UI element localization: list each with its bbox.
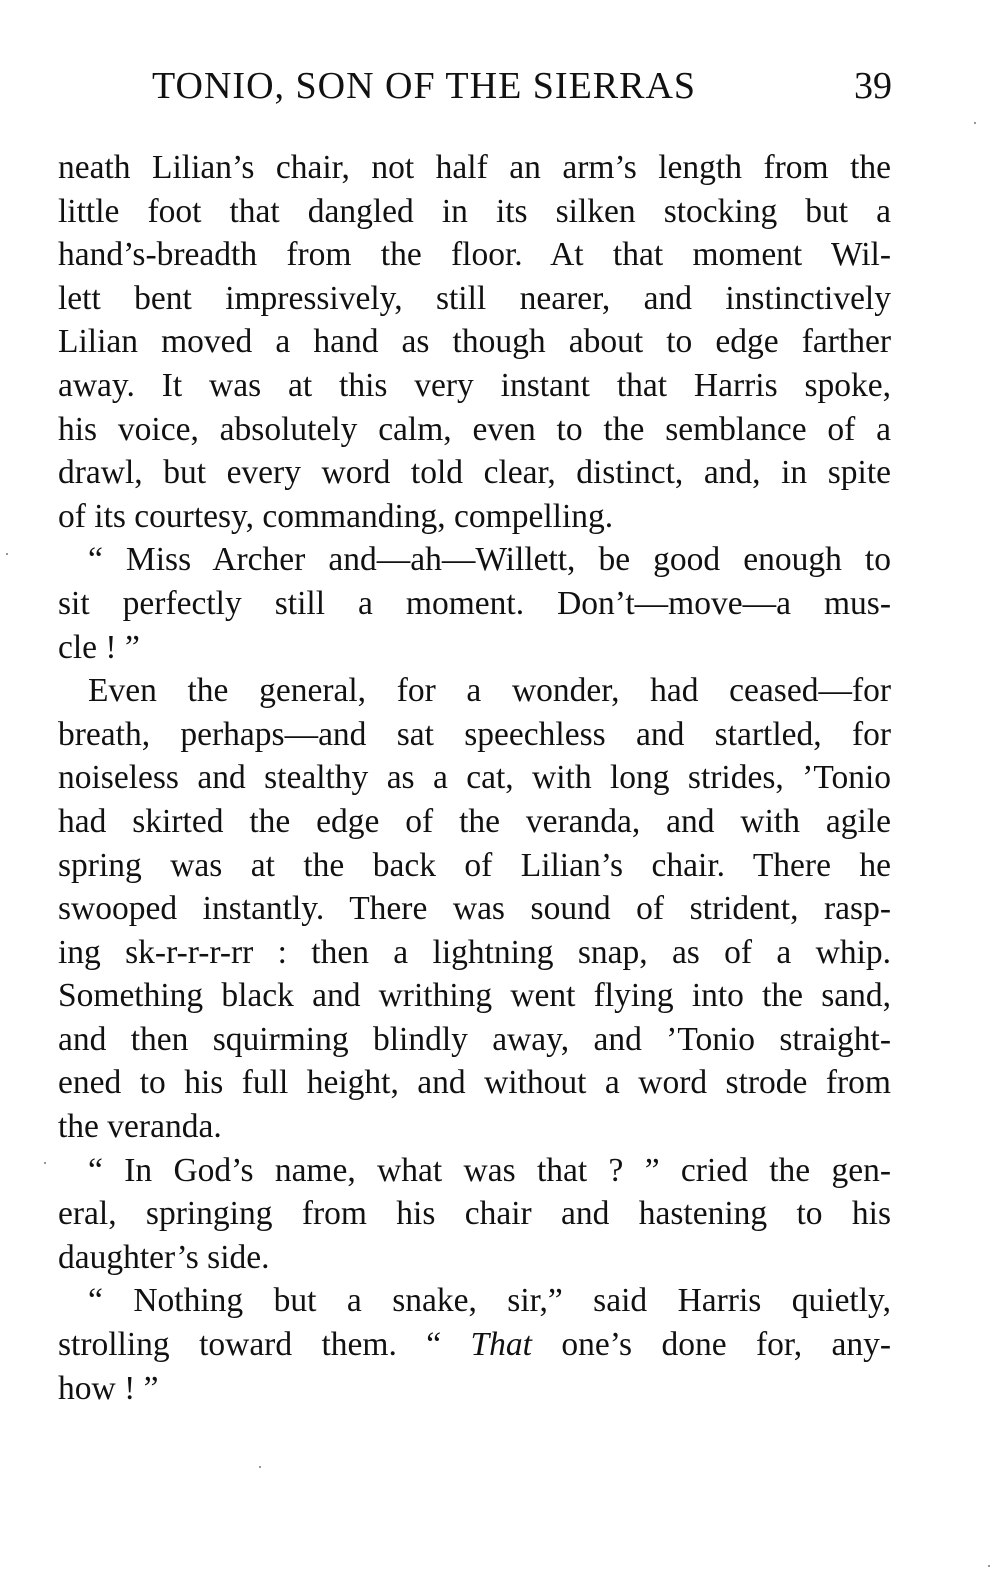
text-line: away. It was at this very instant that Harris spoke, (58, 366, 891, 404)
text-line: “ Miss Archer and—ah—Willett, be good enough to (88, 541, 891, 579)
scan-speck (44, 1162, 46, 1164)
scan-speck (6, 553, 8, 555)
text-line: had skirted the edge of the veranda, and with agile (58, 802, 891, 840)
text-line: his voice, absolutely calm, even to the semblance of a (58, 410, 891, 448)
text-line: “ In God’s name, what was that ? ” cried the gen- (88, 1151, 891, 1189)
running-title: TONIO, SON OF THE SIERRAS (152, 65, 697, 107)
scan-speck (259, 1466, 261, 1468)
text-line: breath, perhaps—and sat speechless and startled, for (58, 715, 891, 753)
text-line: ened to his full height, and without a word strode from (58, 1064, 891, 1102)
text-line: lett bent impressively, still nearer, and instinctively (58, 279, 891, 317)
text-line: Lilian moved a hand as though about to edge farther (58, 323, 891, 361)
text-line: daughter’s side. (58, 1238, 270, 1276)
text-line: Something black and writhing went flying into the sand, (58, 977, 891, 1015)
text-line: neath Lilian’s chair, not half an arm’s length from the (58, 149, 891, 186)
text-line: of its courtesy, commanding, compelling. (58, 497, 614, 535)
text-line: Even the general, for a wonder, had ceased—for (88, 672, 891, 710)
text-line: hand’s-breadth from the floor. At that moment Wil- (58, 236, 891, 274)
text-line: “ Nothing but a snake, sir,” said Harris quietly, (88, 1282, 891, 1320)
scan-speck (974, 122, 976, 124)
text-line: spring was at the back of Lilian’s chair. There he (58, 846, 891, 884)
text-line: drawl, but every word told clear, distinct, and, in spite (58, 454, 891, 492)
text-line: ing sk-r-r-r-rr : then a lightning snap, as of a whip. (58, 933, 891, 971)
text-fragment: one’s done for, any- (531, 1326, 891, 1364)
page-number: 39 (854, 65, 892, 107)
text-line: and then squirming blindly away, and ’Tonio straight- (58, 1020, 891, 1058)
text-line: sit perfectly still a moment. Don’t—move—a mus- (58, 584, 891, 622)
text-line: little foot that dangled in its silken stocking but a (58, 192, 891, 230)
body-text (58, 146, 891, 1410)
text-line: noiseless and stealthy as a cat, with long strides, ’Tonio (58, 759, 891, 797)
running-head (152, 64, 892, 112)
text-line: how ! ” (58, 1369, 159, 1407)
text-line: eral, springing from his chair and hastening to his (58, 1195, 891, 1233)
italic-word: That (470, 1326, 532, 1364)
text-line: cle ! ” (58, 628, 140, 666)
text-line (58, 1323, 891, 1367)
text-line: the veranda. (58, 1108, 222, 1146)
text-fragment: strolling toward them. “ (58, 1326, 471, 1364)
text-line: swooped instantly. There was sound of strident, rasp- (58, 890, 891, 928)
scan-speck (988, 1565, 990, 1567)
